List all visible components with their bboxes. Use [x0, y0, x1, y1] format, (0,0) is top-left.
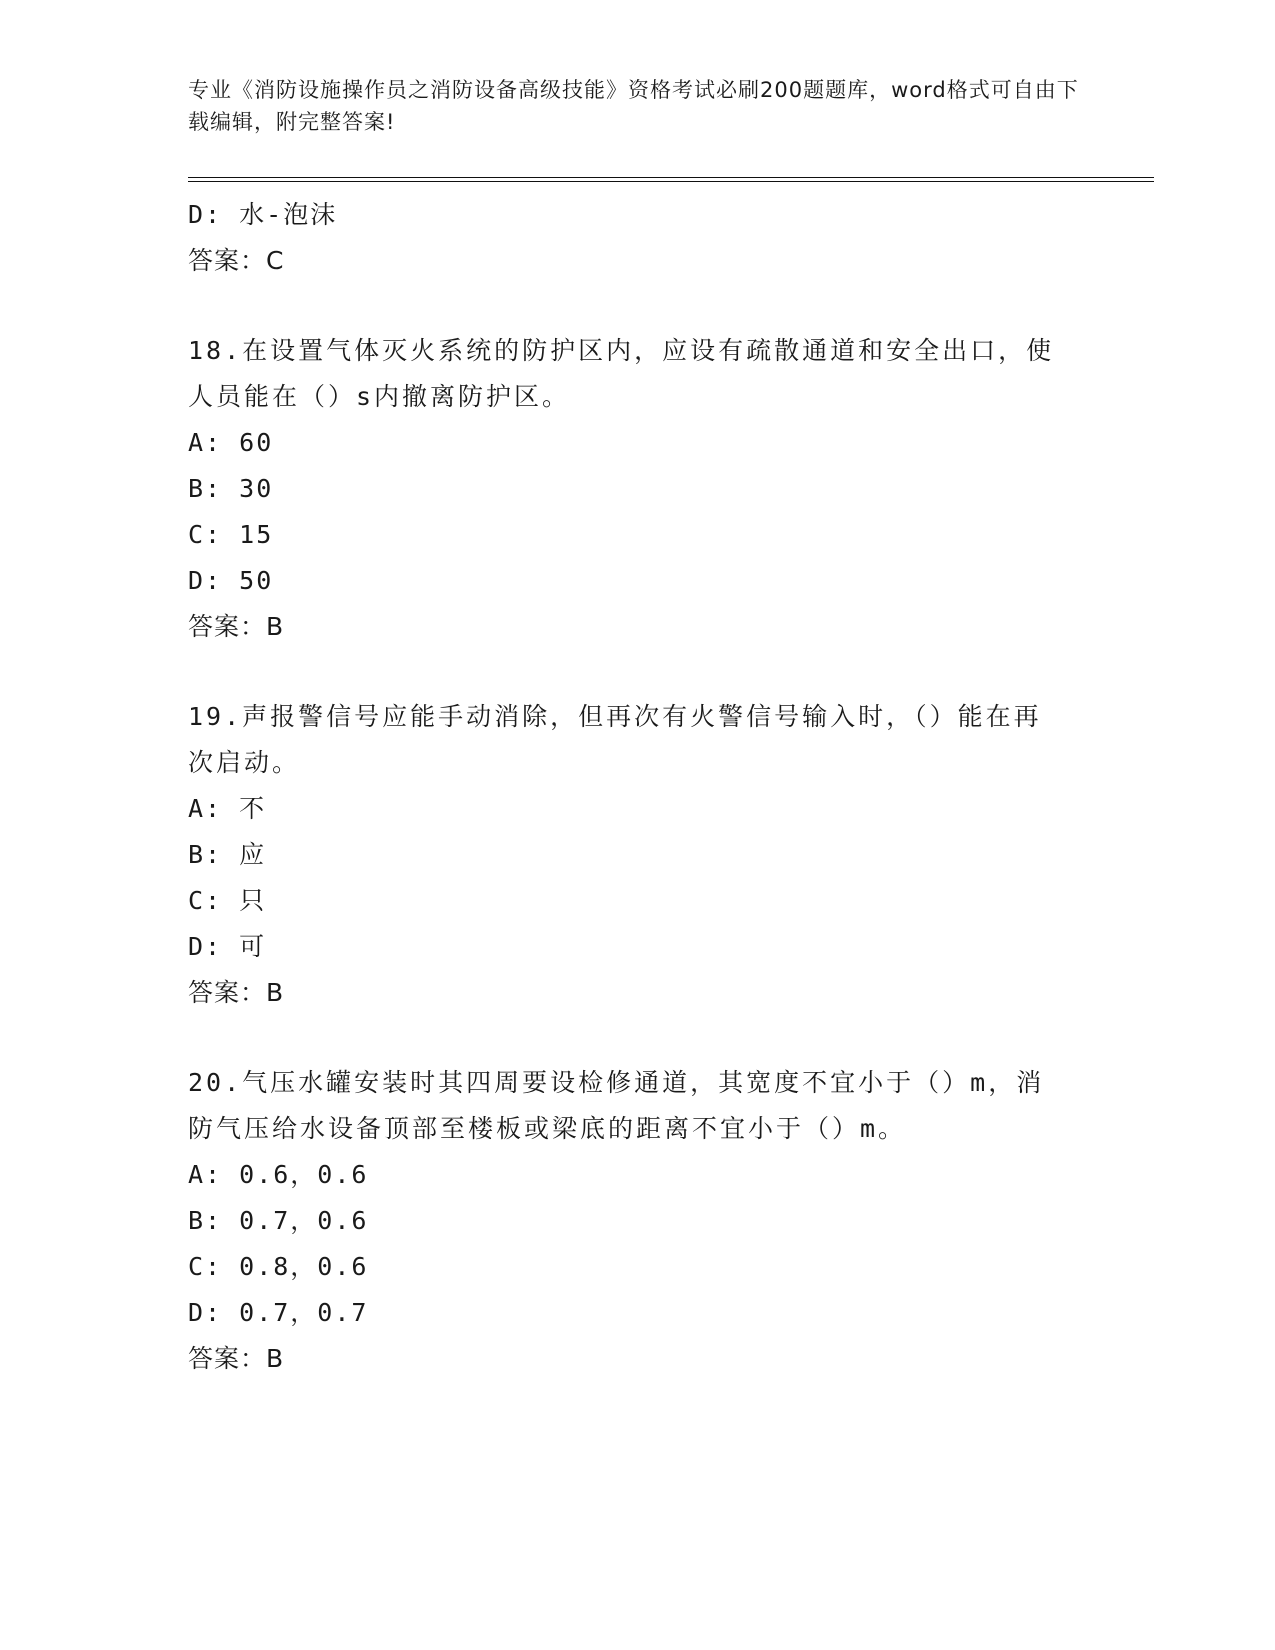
option-c: C: 15	[188, 520, 274, 549]
prev-question-option-d: D: 水-泡沫	[188, 200, 338, 229]
question-text: 18.在设置气体灭火系统的防护区内，应设有疏散通道和安全出口，使人员能在（）s内撤离防护区。	[188, 336, 1055, 411]
option-d: D: 0.7，0.7	[188, 1298, 369, 1327]
option-b: B: 0.7，0.6	[188, 1206, 369, 1235]
option-d: D: 可	[188, 932, 267, 961]
option-a: A: 不	[188, 794, 267, 823]
option-a: A: 0.6，0.6	[188, 1160, 369, 1189]
question-19	[188, 694, 1088, 1016]
option-d: D: 50	[188, 566, 274, 595]
header-rule-top	[188, 177, 1154, 178]
option-b: B: 30	[188, 474, 274, 503]
document-body	[188, 192, 1088, 1382]
answer: 答案：B	[188, 612, 285, 641]
prev-question-answer: 答案：C	[188, 246, 285, 275]
question-text: 19.声报警信号应能手动消除，但再次有火警信号输入时，（）能在再次启动。	[188, 702, 1042, 777]
option-b: B: 应	[188, 840, 267, 869]
option-a: A: 60	[188, 428, 274, 457]
option-c: C: 0.8，0.6	[188, 1252, 369, 1281]
question-20	[188, 1060, 1088, 1382]
option-c: C: 只	[188, 886, 267, 915]
answer: 答案：B	[188, 978, 285, 1007]
question-18	[188, 328, 1088, 650]
document-header: 专业《消防设施操作员之消防设备高级技能》资格考试必刷200题题库，word格式可自由下载编辑，附完整答案!	[188, 78, 1079, 134]
header-rule-bottom	[188, 181, 1154, 182]
question-text: 20.气压水罐安装时其四周要设检修通道，其宽度不宜小于（）m，消防气压给水设备顶部至楼板或梁底的距离不宜小于（）m。	[188, 1068, 1045, 1143]
answer: 答案：B	[188, 1344, 285, 1373]
